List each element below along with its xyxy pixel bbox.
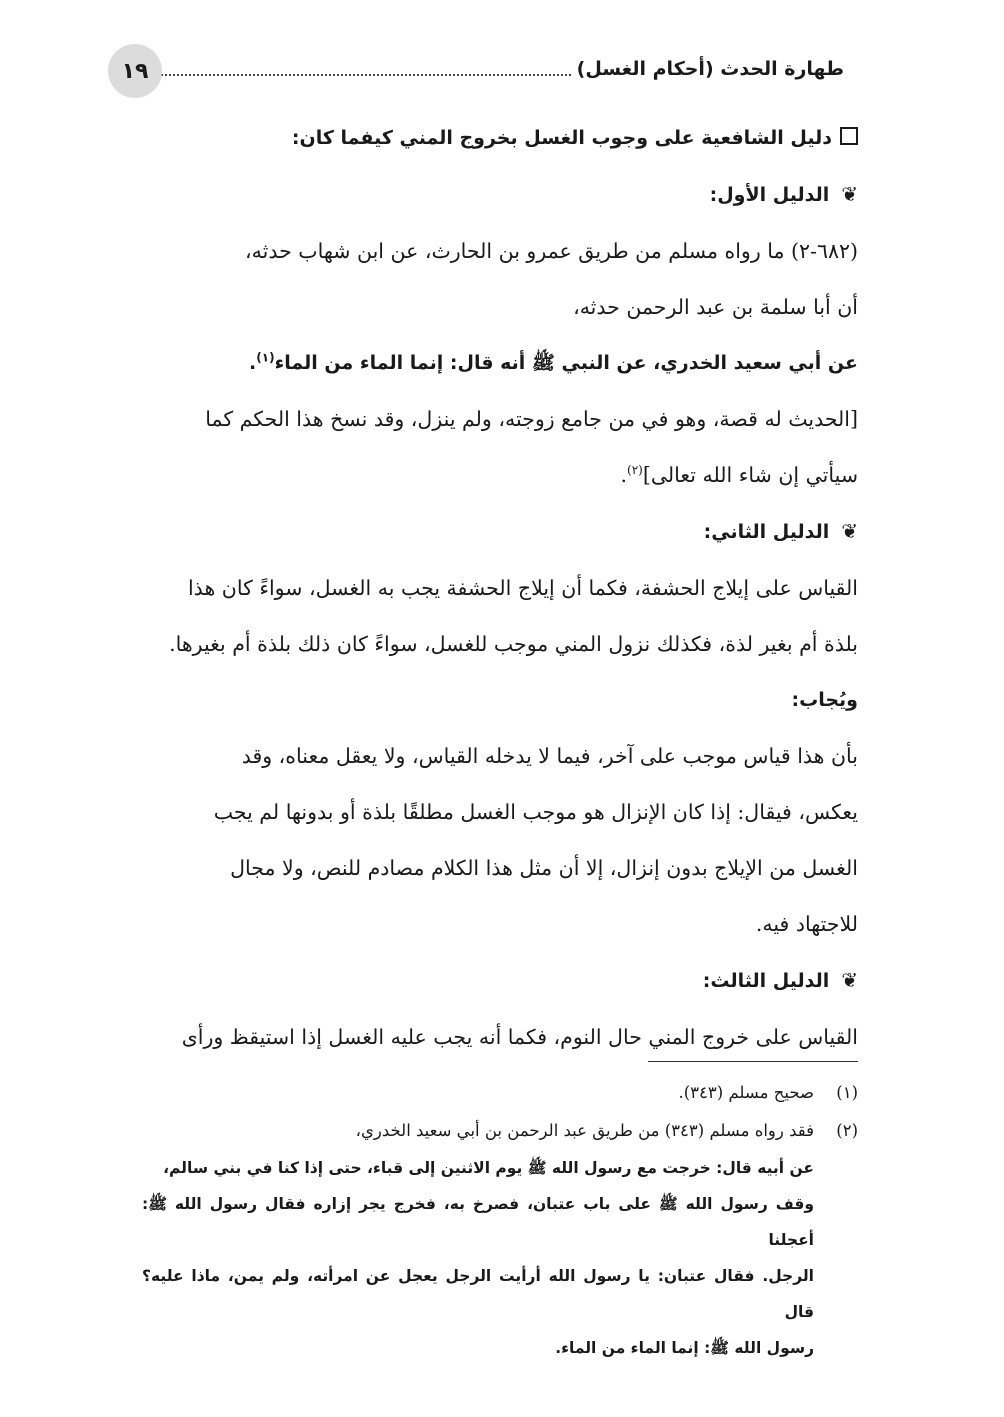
footnote-quote-line: رسول الله ﷺ: إنما الماء من الماء. <box>555 1339 814 1357</box>
running-header <box>150 44 844 94</box>
subheading-second-evidence: ❦الدليل الثاني: <box>142 503 858 560</box>
ornament-bullet-icon: ❦ <box>841 968 858 992</box>
paragraph-line: بلذة أم بغير لذة، فكذلك نزول المني موجب للغسل، سواءً كان ذلك بلذة أم بغيرها. <box>169 632 858 656</box>
paragraph-line: الغسل من الإيلاج بدون إنزال، إلا أن مثل هذا الكلام مصادم للنص، ولا مجال <box>230 856 858 880</box>
page-body <box>142 110 858 1065</box>
header-dotted-leader <box>150 74 571 76</box>
hadith-text: عن أبي سعيد الخدري، عن النبي ﷺ أنه قال: إنما الماء من الماء$^{(١)}$. <box>249 350 858 374</box>
paragraph-line: القياس على إيلاج الحشفة، فكما أن إيلاج الحشفة يجب به الغسل، سواءً كان هذا <box>187 576 858 600</box>
footnotes <box>142 1074 858 1366</box>
paragraph-line: [الحديث له قصة، وهو في من جامع زوجته، ولم ينزل، وقد نسخ هذا الحكم كما <box>205 407 858 431</box>
ornament-bullet-icon: ❦ <box>841 182 858 206</box>
paragraph-line: سيأتي إن شاء الله تعالى]$^{(٢)}$. <box>620 463 858 487</box>
section-heading: دليل الشافعية على وجوب الغسل بخروج المني كيفما كان: <box>142 110 858 166</box>
footnote-ref-2[interactable]: (٢) <box>627 463 643 478</box>
paragraph-line: أن أبا سلمة بن عبد الرحمن حدثه، <box>573 295 858 319</box>
footnote-quote-line: عن أبيه قال: خرجت مع رسول الله ﷺ يوم الاثنين إلى قباء، حتى إذا كنا في بني سالم، <box>163 1159 814 1177</box>
paragraph-line: (٦٨٢-٢) ما رواه مسلم من طريق عمرو بن الحارث، عن ابن شهاب حدثه، <box>245 239 858 263</box>
footnote-number: (٢) <box>836 1121 858 1140</box>
ornament-bullet-icon: ❦ <box>841 519 858 543</box>
footnote-1 <box>142 1074 858 1112</box>
subheading-response: ويُجاب: <box>791 689 858 711</box>
footnote-quote-line: وقف رسول الله ﷺ على باب عتبان، فصرخ به، فخرج يجر إزاره فقال رسول الله ﷺ: أعجلنا <box>142 1195 814 1249</box>
paragraph-line: القياس على خروج المني حال النوم، فكما أنه يجب عليه الغسل إذا استيقظ ورأى <box>181 1025 858 1049</box>
footnote-2-quote <box>142 1150 858 1366</box>
subheading-third-evidence: ❦الدليل الثالث: <box>142 952 858 1009</box>
page-number-badge <box>108 44 162 98</box>
checkbox-square-icon <box>840 127 858 145</box>
footnote-number: (١) <box>836 1083 858 1102</box>
header-title: طهارة الحدث (أحكام الغسل) <box>576 58 844 80</box>
paragraph-line: يعكس، فيقال: إذا كان الإنزال هو موجب الغسل مطلقًا بلذة أو بدونها لم يجب <box>213 800 858 824</box>
footnote-ref-1[interactable]: (١) <box>256 350 275 365</box>
footnote-quote-line: الرجل. فقال عتبان: يا رسول الله أرأيت الرجل يعجل عن امرأته، ولم يمن، ماذا عليه؟ قال <box>142 1267 814 1321</box>
subheading-first-evidence: ❦الدليل الأول: <box>142 166 858 223</box>
footnote-separator <box>648 1061 858 1062</box>
footnote-2 <box>142 1112 858 1150</box>
paragraph-line: بأن هذا قياس موجب على آخر، فيما لا يدخله القياس، ولا يعقل معناه، وقد <box>241 744 858 768</box>
paragraph-line: للاجتهاد فيه. <box>755 912 858 936</box>
page-number: ١٩ <box>121 58 149 84</box>
footnote-text: صحيح مسلم (٣٤٣). <box>678 1083 814 1102</box>
footnote-text: فقد رواه مسلم (٣٤٣) من طريق عبد الرحمن بن أبي سعيد الخدري، <box>355 1121 814 1140</box>
